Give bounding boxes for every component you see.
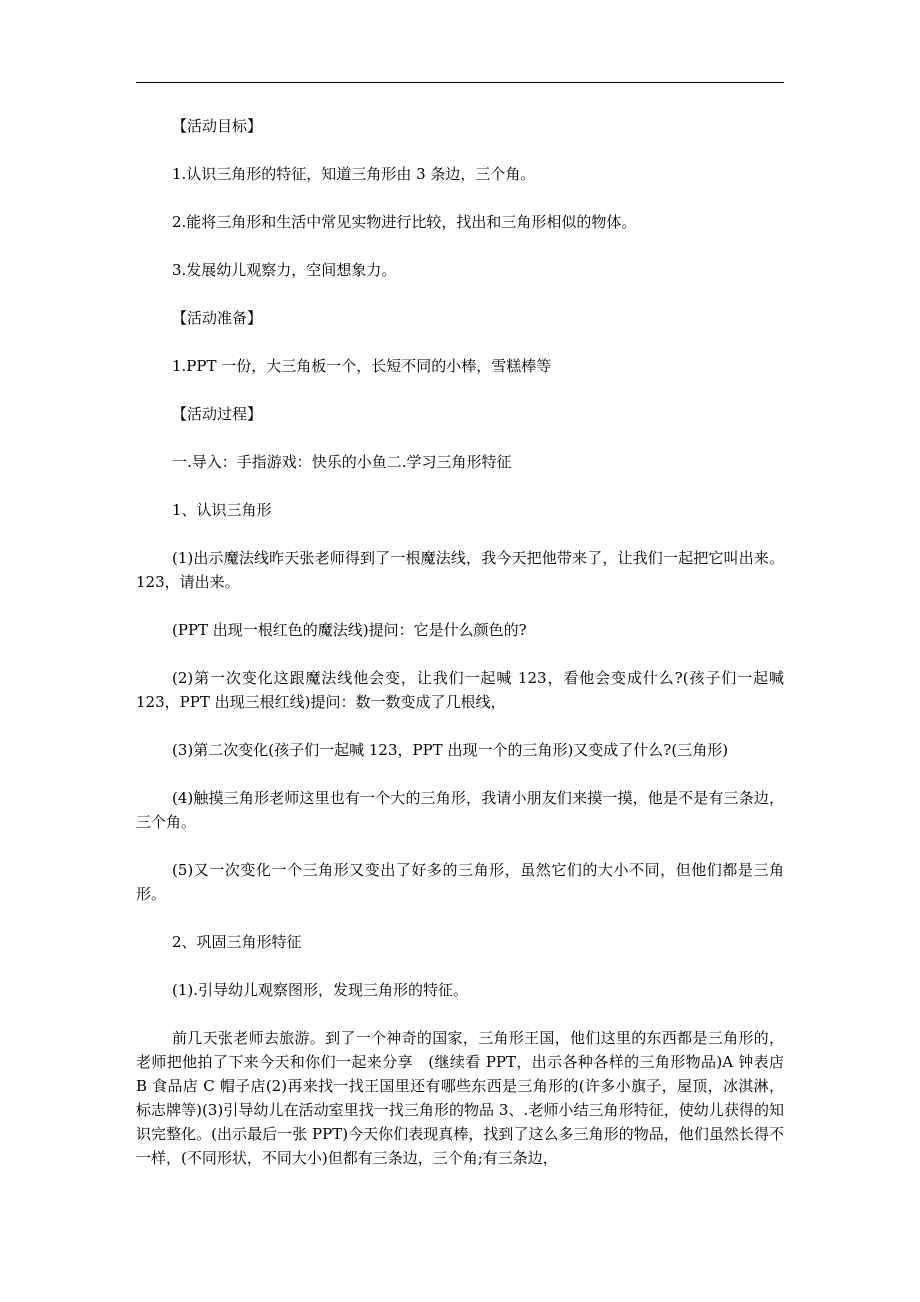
preparation-item-1: 1.PPT 一份，大三角板一个，长短不同的小棒，雪糕棒等: [172, 357, 552, 375]
process-step-3: (3)第二次变化(孩子们一起喊 123，PPT 出现一个的三角形)又变成了什么?(三角形): [172, 741, 729, 759]
consolidate-step-1: (1).引导幼儿观察图形，发现三角形的特征。: [172, 981, 469, 999]
story-paragraph: 前几天张老师去旅游。到了一个神奇的国家，三角形王国，他们这里的东西都是三角形的，老师把他拍了下来今天和你们一起来分享 (继续看 PPT，出示各种各样的三角形物品)A 钟表店 B 食品店 C 帽子店(2)再来找一找王国里还有哪些东西是三角形的(许多小旗子，屋顶，冰淇淋，标志牌等)(3)引导幼儿在活动室里找一找三角形的物品 3、.老师小结三角形特征，使幼儿获得的知识完整化。(出示最后一张 PPT)今天你们表现真棒，找到了这么多三角形的物品，他们虽然长得不一样，(不同形状，不同大小)但都有三条边，三个角;有三条边，: [136, 1029, 784, 1167]
process-step-5: (5)又一次变化一个三角形又变出了好多的三角形，虽然它们的大小不同，但他们都是三角形。: [136, 861, 784, 903]
document-body: [136, 114, 784, 1194]
process-step-question: (PPT 出现一根红色的魔法线)提问：它是什么颜色的?: [172, 621, 527, 639]
goal-item-2: 2.能将三角形和生活中常见实物进行比较，找出和三角形相似的物体。: [172, 213, 637, 231]
process-step-2: (2)第一次变化这跟魔法线他会变，让我们一起喊 123，看他会变成什么?(孩子们一起喊 123，PPT 出现三根红线)提问：数一数变成了几根线，: [136, 669, 784, 711]
process-intro: 一.导入：手指游戏：快乐的小鱼二.学习三角形特征: [172, 453, 512, 471]
subsection-heading-recognize: 1、认识三角形: [172, 501, 272, 519]
section-heading-process: 【活动过程】: [172, 405, 263, 423]
process-step-1: (1)出示魔法线昨天张老师得到了一根魔法线，我今天把他带来了，让我们一起把它叫出来。123，请出来。: [136, 549, 784, 591]
goal-item-3: 3.发展幼儿观察力，空间想象力。: [172, 261, 397, 279]
goal-item-1: 1.认识三角形的特征，知道三角形由 3 条边，三个角。: [172, 165, 536, 183]
section-heading-preparation: 【活动准备】: [172, 309, 263, 327]
header-rule: [136, 82, 784, 83]
section-heading-goals: 【活动目标】: [172, 117, 263, 135]
subsection-heading-consolidate: 2、巩固三角形特征: [172, 933, 302, 951]
process-step-4: (4)触摸三角形老师这里也有一个大的三角形，我请小朋友们来摸一摸，他是不是有三条边，三个角。: [136, 789, 784, 831]
